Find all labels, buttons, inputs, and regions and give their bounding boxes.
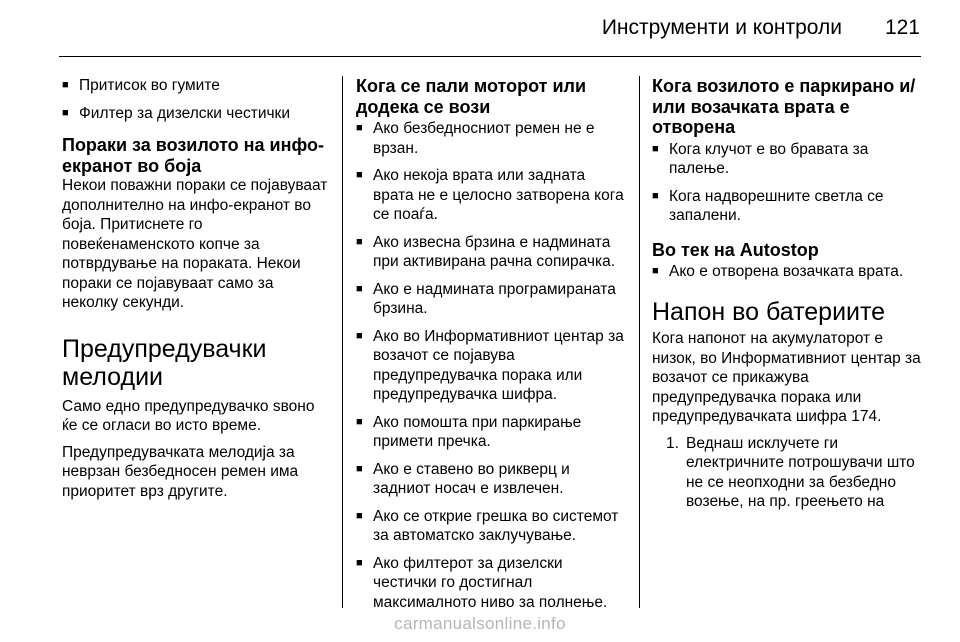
list-item: ■ Ако извесна брзина е надмината при активирана рачна сопирачка. — [356, 233, 626, 272]
column-3 — [652, 76, 924, 512]
numbered-list — [652, 434, 924, 512]
bullet-list — [356, 119, 626, 612]
column-1 — [62, 76, 330, 501]
list-item: ■ Ако е ставено во рикверц и задниот носач е извлечен. — [356, 460, 626, 499]
bullet-list — [652, 140, 924, 226]
list-item: ■ Кога клучот е во бравата за палење. — [652, 140, 924, 179]
list-item: ■ Филтер за дизелски честички — [62, 104, 330, 124]
step-text: Веднаш исклучете ги електричните потрошувачи што не се неопходни за безбедно возење, на пр. греењето на — [686, 434, 915, 510]
list-item: ■ Ако е надмината програмираната брзина. — [356, 280, 626, 319]
header-rule — [59, 56, 921, 57]
list-item — [652, 434, 924, 512]
bullet-list — [62, 76, 330, 123]
list-item: ■ Ако е отворена возачката врата. — [652, 262, 924, 282]
page-number: 121 — [884, 16, 920, 39]
list-item: ■ Ако се открие грешка во системот за автоматско заклучување. — [356, 507, 626, 546]
section-heading-parked: Кога возилото е паркирано и/ или возачката врата е отворена — [652, 76, 916, 137]
list-item: ■ Кога надворешните светла се запалени. — [652, 187, 924, 226]
list-item: ■ Притисок во гумите — [62, 76, 330, 96]
column-divider-2 — [639, 76, 640, 608]
paragraph: Предупредувачката мелодија за неврзан безбедносен ремен има приоритет врз другите. — [62, 443, 299, 500]
list-item: ■ Ако безбедносниот ремен не е врзан. — [356, 119, 626, 158]
section-heading-autostop: Во тек на Autostop — [652, 239, 819, 260]
list-item: ■ Ако филтерот за дизелски честички го достигнал максималното ниво за полнење. — [356, 554, 626, 613]
bullet-list — [652, 262, 924, 282]
list-item: ■ Ако помошта при паркирање примети пречка. — [356, 413, 626, 452]
paragraph: Кога напонот на акумулаторот е низок, во Информативниот центар за возачот се прикажува предупредувачка порака или предупредувачката шифра 174. — [652, 330, 921, 425]
paragraph: Само едно предупредувачко ѕвоно ќе се огласи во исто време. — [62, 397, 315, 434]
step-number: 1. — [666, 434, 679, 452]
watermark: carmanualsonline.info — [394, 614, 566, 633]
section-heading-warning-chimes: Предупредувачки мелодии — [62, 334, 267, 391]
list-item: ■ Ако некоја врата или задната врата не е целосно затворена кога се поаѓа. — [356, 166, 626, 225]
running-title: Инструменти и контроли — [601, 16, 842, 39]
list-item: ■ Ако во Информативниот центар за возачот се појавува предупредувачка порака или предупредувачка шифра. — [356, 327, 626, 405]
paragraph: Некои поважни пораки се појавуваат дополнително на инфо-екранот во боја. Притиснете го повеќенаменското копче за потврдување на пораката. Некои пораки се појавуваат само за неколку секунди. — [62, 177, 328, 311]
section-heading-vehicle-messages: Пораки за возилото на инфо-екранот во боја — [62, 135, 324, 176]
page-header — [0, 0, 960, 52]
section-heading-battery-voltage: Напон во батериите — [652, 297, 886, 326]
column-2 — [356, 76, 626, 620]
column-divider-1 — [342, 76, 343, 608]
section-heading-engine-start: Кога се пали моторот или додека се вози — [356, 76, 587, 117]
